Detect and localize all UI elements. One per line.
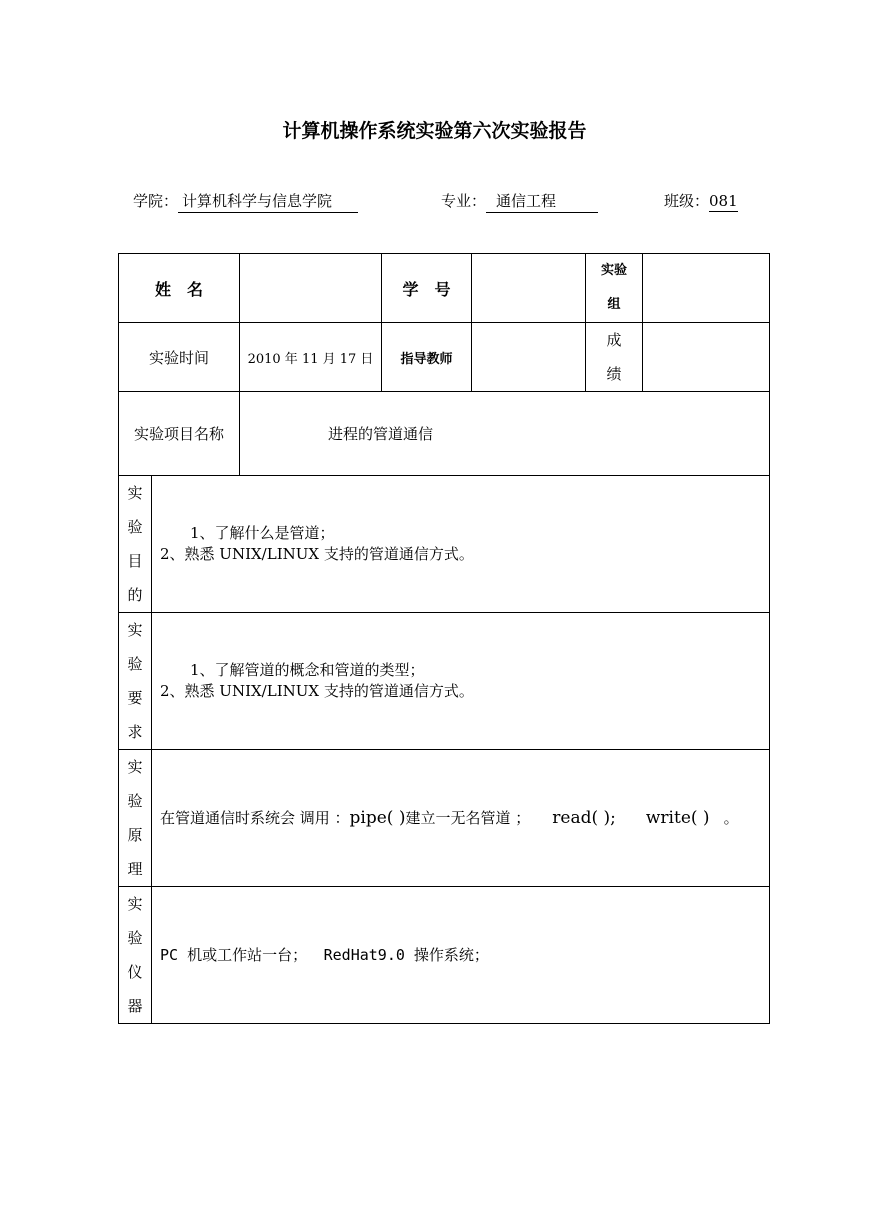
row-purpose (119, 476, 770, 613)
class-label: 班级： (664, 192, 710, 210)
class-value: 081 (709, 192, 738, 210)
student-id-label: 学 号 (382, 254, 472, 323)
group-value (643, 254, 770, 323)
requirement-label-char: 求 (127, 723, 143, 741)
instrument-content: PC 机或工作站一台； RedHat9.0 操作系统； (152, 887, 770, 1024)
row-name (119, 254, 770, 323)
purpose-line-1: 1、了解什么是管道； (190, 524, 335, 542)
principle-content (152, 750, 770, 887)
principle-label-char: 原 (127, 826, 143, 844)
purpose-label-char: 实 (127, 484, 143, 502)
instrument-label (119, 887, 152, 1024)
score-label-line1: 成 (606, 331, 622, 349)
principle-text-1: 在管道通信时系统会 调用 ： (160, 808, 350, 827)
principle-text-2: 建立一无名管道 ； (405, 808, 531, 827)
principle-code-write: write( ) (645, 807, 710, 828)
row-principle (119, 750, 770, 887)
purpose-label-char: 验 (127, 518, 143, 536)
requirement-label (119, 613, 152, 750)
requirement-line-1: 1、了解管道的概念和管道的类型； (190, 661, 425, 679)
major-value: 通信工程 (486, 190, 598, 213)
purpose-label (119, 476, 152, 613)
time-label: 实验时间 (119, 323, 240, 392)
college-info (133, 190, 358, 213)
principle-code-read: read( ); (552, 807, 616, 828)
time-value: 2010 年 11 月 17 日 (240, 323, 382, 392)
purpose-label-char: 的 (127, 586, 143, 604)
score-label-line2: 绩 (606, 365, 622, 383)
teacher-label: 指导教师 (382, 323, 472, 392)
row-instrument (119, 887, 770, 1024)
instrument-label-char: 验 (127, 929, 143, 947)
college-value: 计算机科学与信息学院 (178, 190, 358, 213)
principle-text-3: 。 (723, 808, 739, 827)
project-label: 实验项目名称 (119, 392, 240, 476)
major-info (441, 190, 598, 213)
report-title: 计算机操作系统实验第六次实验报告 (282, 120, 587, 142)
name-value (240, 254, 382, 323)
principle-label-char: 理 (127, 860, 143, 878)
row-time (119, 323, 770, 392)
group-label (586, 254, 643, 323)
row-project (119, 392, 770, 476)
project-value: 进程的管道通信 (240, 392, 770, 476)
principle-code-pipe: pipe( ) (349, 807, 406, 828)
group-label-line1: 实验 (601, 263, 628, 278)
group-label-line2: 组 (607, 297, 621, 312)
requirement-content (152, 613, 770, 750)
purpose-line-2: 2、熟悉 UNIX/LINUX 支持的管道通信方式。 (160, 545, 474, 563)
major-label: 专业： (441, 192, 487, 210)
score-label (586, 323, 643, 392)
requirement-label-char: 实 (127, 621, 143, 639)
principle-label (119, 750, 152, 887)
student-id-value (472, 254, 586, 323)
purpose-content (152, 476, 770, 613)
requirement-line-2: 2、熟悉 UNIX/LINUX 支持的管道通信方式。 (160, 682, 474, 700)
requirement-label-char: 验 (127, 655, 143, 673)
requirement-label-char: 要 (127, 689, 143, 707)
instrument-label-char: 仪 (127, 963, 143, 981)
name-label: 姓 名 (119, 254, 240, 323)
class-info (664, 190, 738, 212)
instrument-label-char: 器 (127, 997, 143, 1015)
college-label: 学院： (133, 192, 179, 210)
principle-label-char: 实 (127, 758, 143, 776)
purpose-label-char: 目 (127, 552, 143, 570)
teacher-value (472, 323, 586, 392)
instrument-label-char: 实 (127, 895, 143, 913)
principle-label-char: 验 (127, 792, 143, 810)
report-table (118, 253, 770, 1024)
score-value (643, 323, 770, 392)
row-requirement (119, 613, 770, 750)
